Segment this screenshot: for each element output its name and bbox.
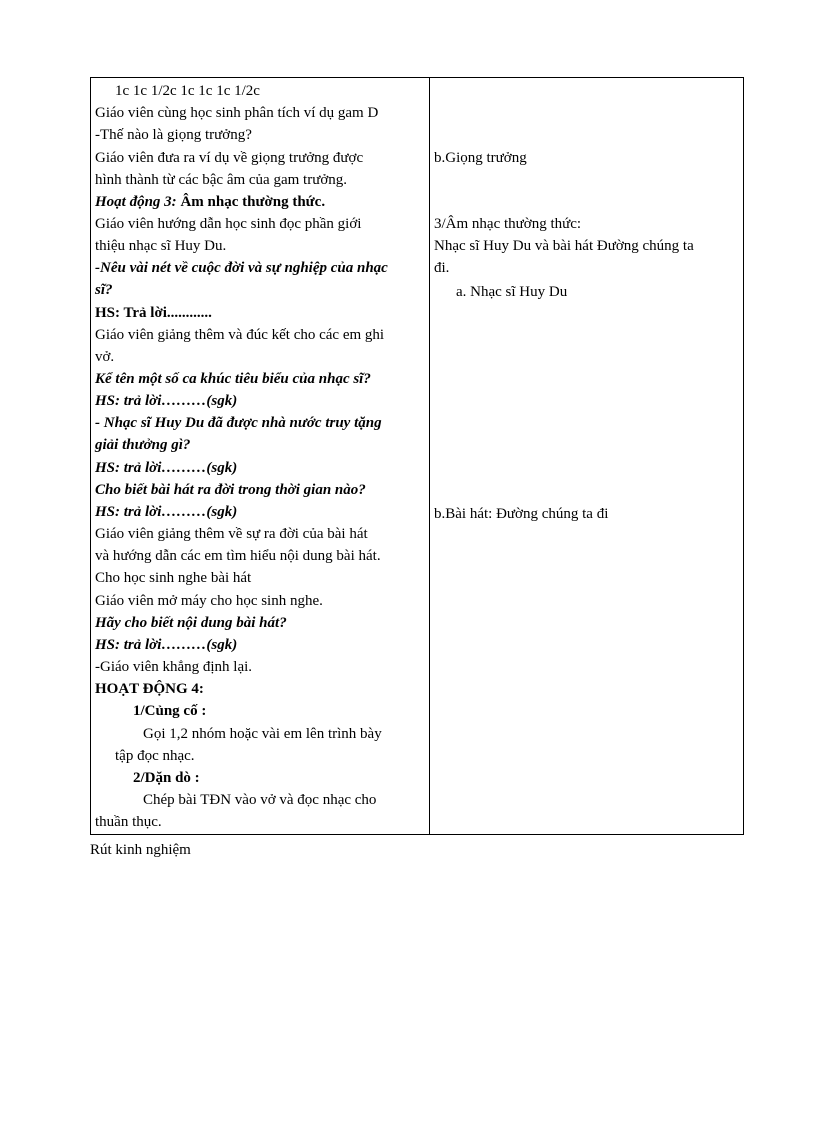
left-line: HS: trả lời………(sgk): [95, 393, 238, 409]
left-line: Giáo viên hướng dẫn học sinh đọc phần giới: [95, 216, 362, 232]
lesson-table: [90, 77, 744, 835]
left-line: Giáo viên đưa ra ví dụ về giọng trưởng được: [95, 150, 364, 166]
left-line: -Nêu vài nét về cuộc đời và sự nghiệp của nhạc: [95, 260, 388, 276]
left-line: -Giáo viên khẳng định lại.: [95, 659, 253, 675]
activity-label: Hoạt động 3:: [95, 194, 177, 210]
right-line: 3/Âm nhạc thường thức:: [434, 216, 582, 232]
right-line: Nhạc sĩ Huy Du và bài hát Đường chúng ta: [434, 238, 694, 254]
left-line: thuần thục.: [95, 814, 162, 830]
left-line: hình thành từ các bậc âm của gam trưởng.: [95, 172, 348, 188]
left-line: vở.: [95, 349, 115, 365]
left-line: [95, 192, 325, 212]
left-line: Giáo viên giảng thêm và đúc kết cho các em ghi: [95, 327, 385, 343]
left-line: 2/Dặn dò :: [133, 770, 200, 786]
left-line: Giáo viên mở máy cho học sinh nghe.: [95, 593, 323, 609]
left-line: -Thế nào là giọng trưởng?: [95, 127, 252, 143]
footer-note: Rút kinh nghiệm: [90, 842, 191, 858]
left-line: HS: trả lời………(sgk): [95, 637, 238, 653]
left-line: 1/Củng cố :: [133, 703, 207, 719]
left-line: HS: trả lời………(sgk): [95, 504, 238, 520]
left-line: và hướng dẫn các em tìm hiểu nội dung bài hát.: [95, 548, 381, 564]
left-line: Cho học sinh nghe bài hát: [95, 570, 252, 586]
left-line: sĩ?: [95, 282, 113, 298]
left-line: tập đọc nhạc.: [115, 748, 195, 764]
left-line: Giáo viên giảng thêm về sự ra đời của bài hát: [95, 526, 368, 542]
activity-title: Âm nhạc thường thức.: [176, 194, 326, 210]
left-line: HOẠT ĐỘNG 4:: [95, 681, 204, 697]
right-column: [430, 78, 744, 834]
left-column: [91, 78, 429, 834]
right-line: đi.: [434, 260, 450, 276]
left-line: Hãy cho biết nội dung bài hát?: [95, 615, 287, 631]
right-line: b.Bài hát: Đường chúng ta đi: [434, 506, 609, 522]
left-line: HS: Trả lời............: [95, 305, 212, 321]
right-line: b.Giọng trưởng: [434, 150, 527, 166]
left-line: Giáo viên cùng học sinh phân tích ví dụ gam D: [95, 105, 379, 121]
right-line: a. Nhạc sĩ Huy Du: [456, 284, 568, 300]
left-line: giải thưởng gì?: [95, 437, 191, 453]
left-line: Gọi 1,2 nhóm hoặc vài em lên trình bày: [143, 726, 382, 742]
left-line: Chép bài TĐN vào vở và đọc nhạc cho: [143, 792, 377, 808]
left-line: 1c 1c 1/2c 1c 1c 1c 1/2c: [115, 83, 260, 99]
left-line: Kể tên một số ca khúc tiêu biểu của nhạc sĩ?: [95, 371, 371, 387]
left-line: thiệu nhạc sĩ Huy Du.: [95, 238, 227, 254]
left-line: HS: trả lời………(sgk): [95, 460, 238, 476]
left-line: - Nhạc sĩ Huy Du đã được nhà nước truy tặng: [95, 415, 382, 431]
left-line: Cho biết bài hát ra đời trong thời gian nào?: [95, 482, 366, 498]
